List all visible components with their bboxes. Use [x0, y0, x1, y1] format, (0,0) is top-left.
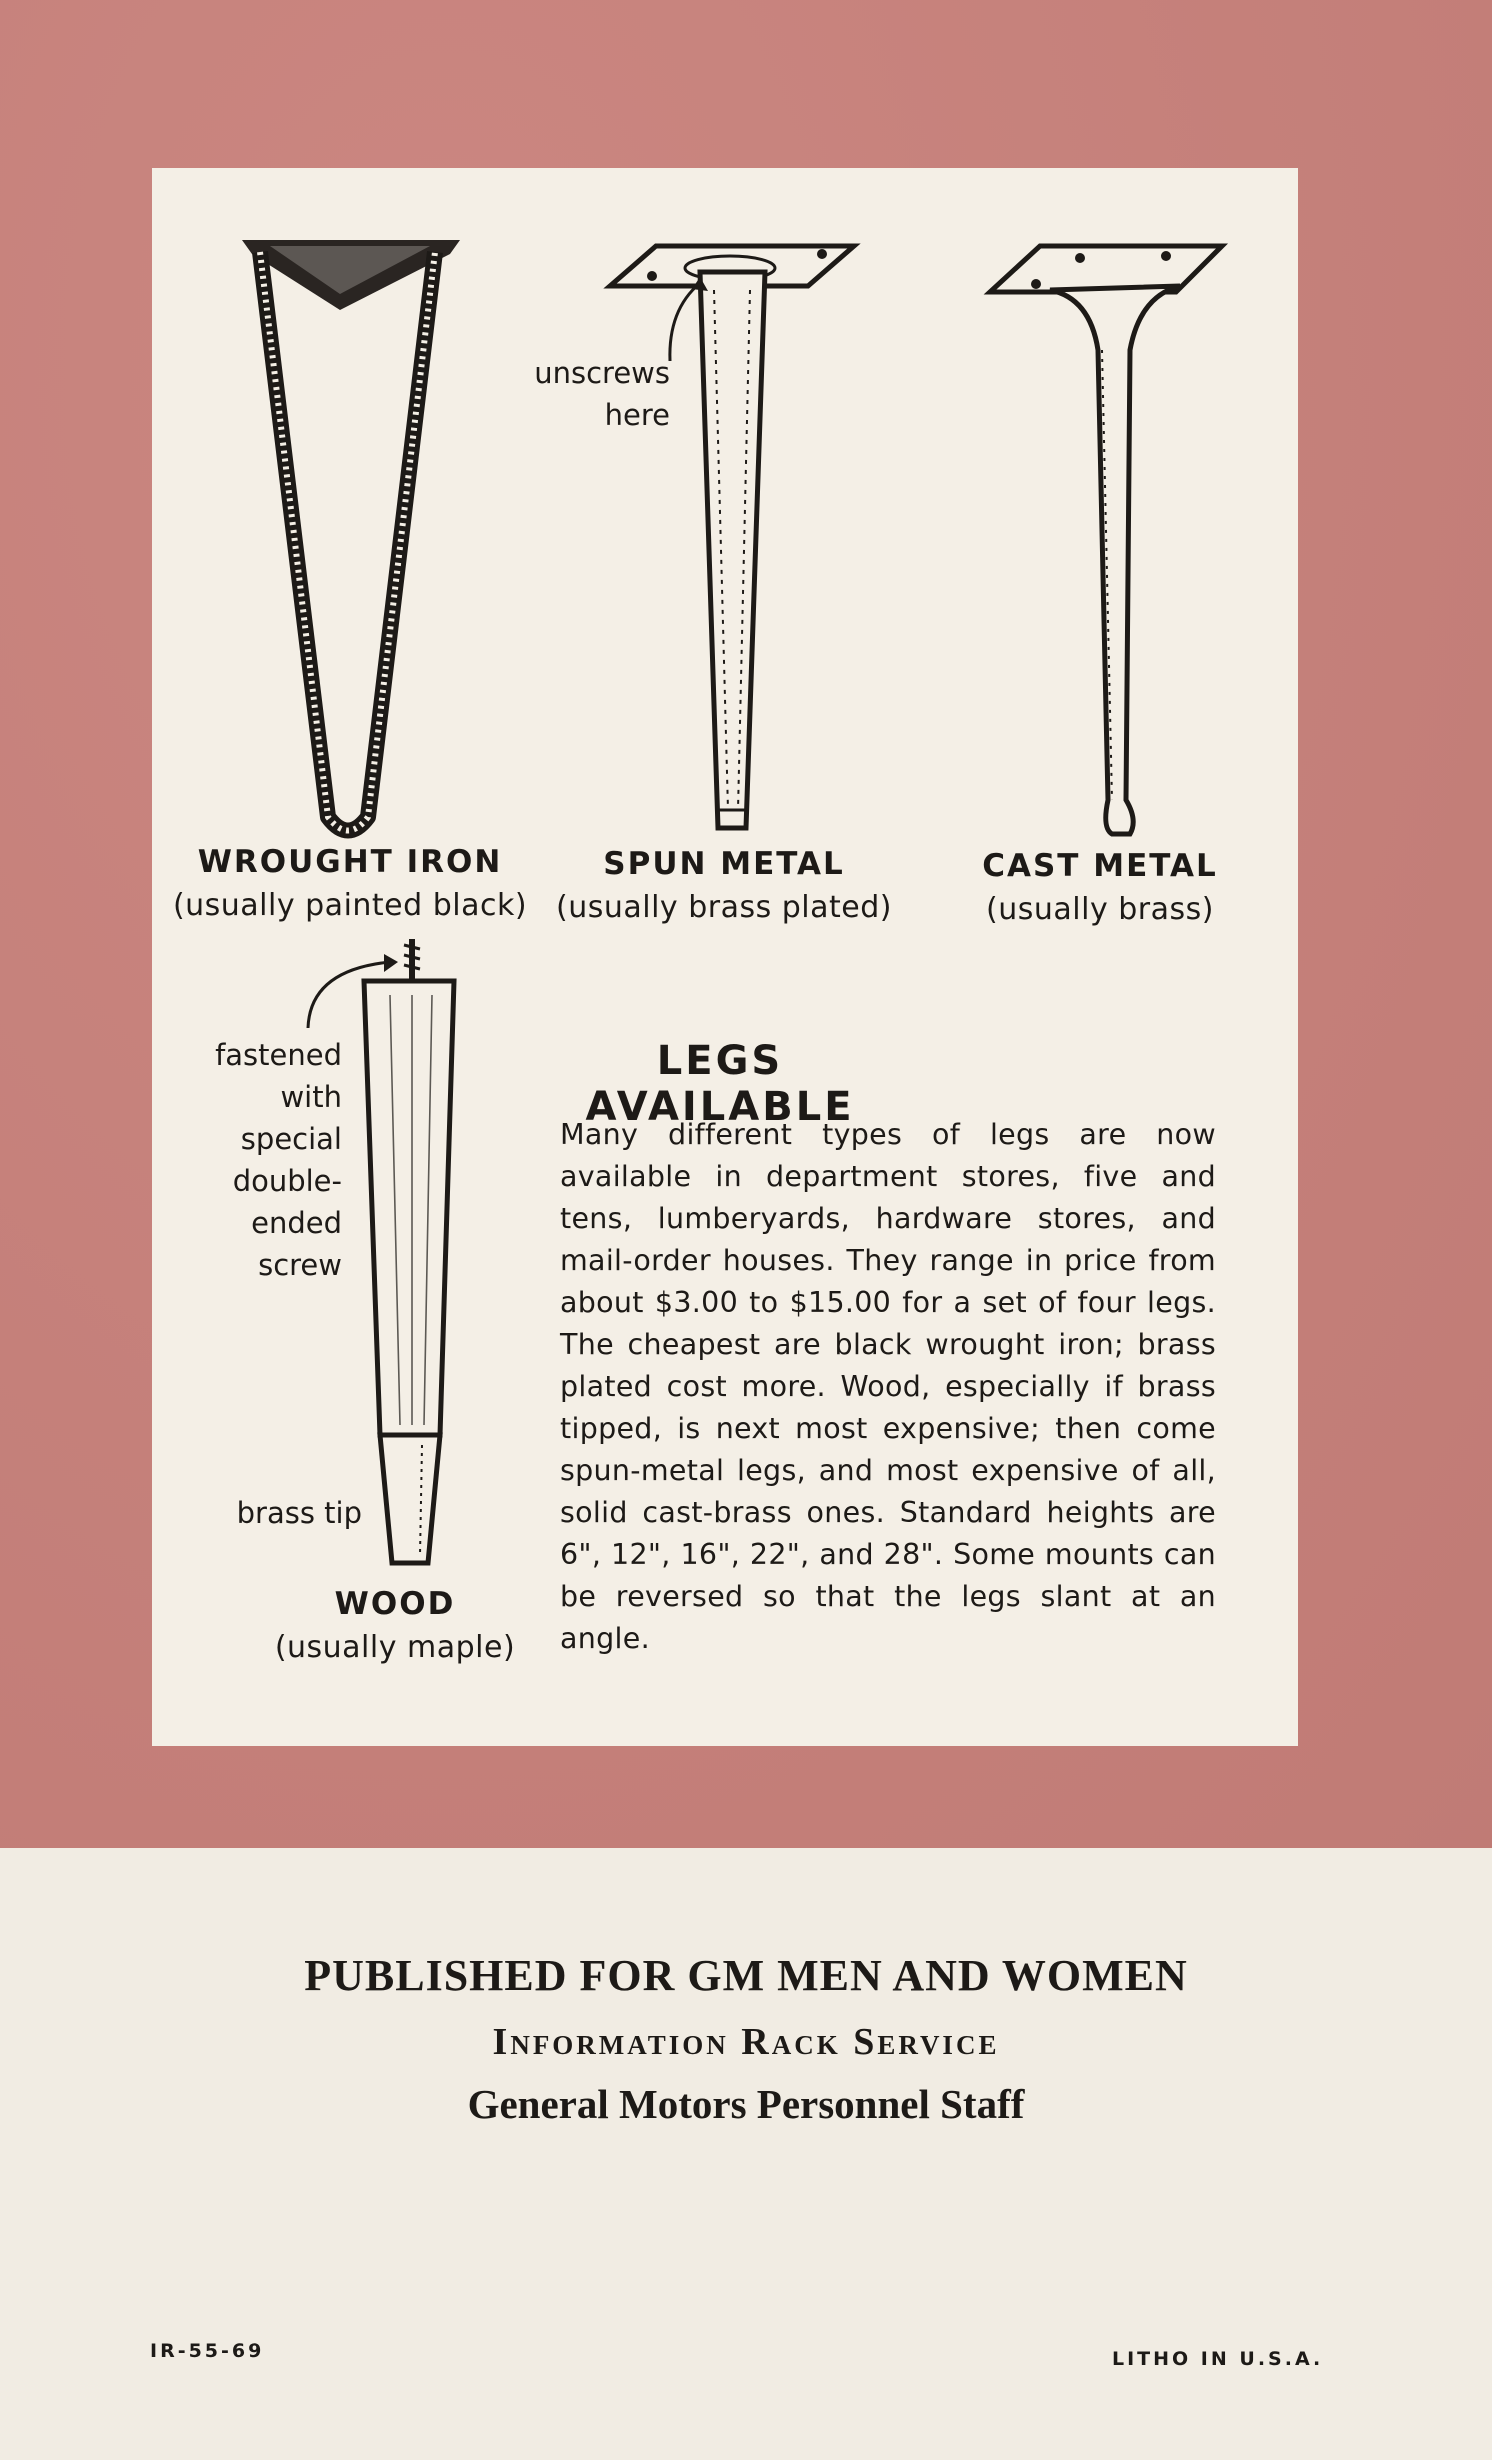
litho-note: LITHO IN U.S.A. — [1112, 2348, 1324, 2370]
brass-tip-note: brass tip — [236, 1496, 362, 1530]
leg-note: (usually painted black) — [172, 888, 528, 923]
note-line: special — [240, 1122, 342, 1156]
cast-metal-leg-illustration — [990, 240, 1230, 840]
wrought-iron-label — [160, 840, 540, 928]
note-line: unscrews — [534, 356, 670, 390]
fastened-screw-note — [180, 1034, 342, 1286]
wood-label — [250, 1582, 540, 1670]
wood-leg-illustration — [350, 935, 470, 1575]
unscrews-here-note — [520, 352, 670, 436]
note-line: double- — [232, 1164, 342, 1198]
publication-code: IR-55-69 — [150, 2340, 265, 2362]
leg-note: (usually brass plated) — [556, 890, 892, 925]
leg-name: WROUGHT IRON — [197, 844, 503, 880]
wrought-iron-leg-illustration — [230, 232, 470, 842]
published-for-line: PUBLISHED FOR GM MEN AND WOMEN — [304, 1951, 1188, 2000]
fastened-arrow — [300, 950, 410, 1030]
service-line: Information Rack Service — [492, 2021, 1000, 2063]
note-line: with — [280, 1080, 342, 1114]
article-body: Many different types of legs are now available in department stores, five and tens, lumberyards, hardware stores, and mail-order houses. They range in price from about $3.00 to $15.00 for a set of four legs. The cheapest are black wrought iron; brass plated cost more. Wood, especially if brass tipped, is next most expensive; then come spun-metal legs, and most expensive of all, solid cast-brass ones. Standard heights are 6", 12", 16", 22", and 28". Some mounts can be reversed so that the legs slant at an angle. — [560, 1118, 1216, 1655]
leg-note: (usually brass) — [986, 892, 1214, 927]
spun-metal-label — [548, 842, 900, 930]
leg-name: SPUN METAL — [603, 846, 845, 882]
note-line: fastened — [215, 1038, 342, 1072]
article-heading: LEGS AVAILABLE — [585, 1038, 855, 1130]
cast-metal-label — [950, 844, 1250, 932]
leg-name: WOOD — [334, 1586, 456, 1622]
leg-name: CAST METAL — [982, 848, 1218, 884]
leg-note: (usually maple) — [274, 1630, 516, 1665]
note-line: screw — [258, 1248, 342, 1282]
staff-line: General Motors Personnel Staff — [467, 2081, 1025, 2127]
spun-metal-leg-illustration — [610, 240, 860, 840]
note-line: here — [604, 398, 670, 432]
note-line: ended — [251, 1206, 342, 1240]
